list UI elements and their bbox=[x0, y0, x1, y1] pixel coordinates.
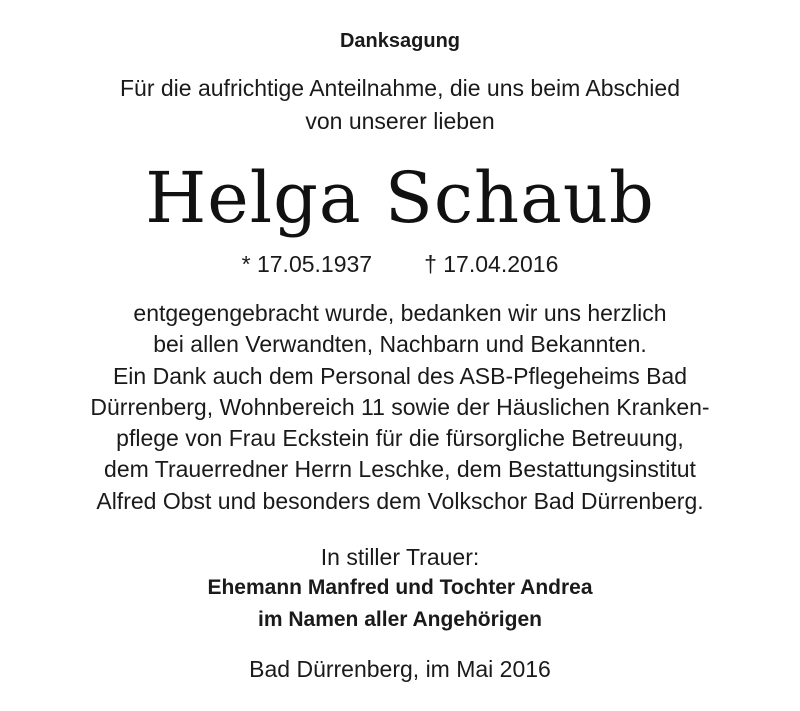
mourning-line: In stiller Trauer: bbox=[320, 544, 480, 570]
deceased-name: Helga Schaub bbox=[145, 157, 655, 239]
death-date: † 17.04.2016 bbox=[424, 251, 559, 277]
signer-line: im Namen aller Angehörigen bbox=[258, 608, 542, 631]
birth-date: * 17.05.1937 bbox=[241, 251, 373, 277]
thanks-line: entgegengebracht wurde, bedanken wir uns herzlich bbox=[133, 300, 667, 326]
signer-line: Ehemann Manfred und Tochter Andrea bbox=[207, 576, 593, 599]
thanks-line: pflege von Frau Eckstein für die fürsorgliche Betreuung, bbox=[116, 425, 684, 452]
thanks-line: Alfred Obst und besonders dem Volkschor Bad Dürrenberg. bbox=[96, 487, 704, 514]
intro-text bbox=[0, 72, 800, 138]
thanks-line: Dürrenberg, Wohnbereich 11 sowie der Häuslichen Kranken- bbox=[90, 393, 710, 420]
intro-line: von unserer lieben bbox=[305, 108, 495, 134]
thanks-line: Ein Dank auch dem Personal des ASB-Pflegeheims Bad bbox=[112, 362, 688, 389]
intro-line: Für die aufrichtige Anteilnahme, die uns beim Abschied bbox=[120, 75, 680, 101]
notice-title: Danksagung bbox=[339, 30, 461, 52]
thanks-line: dem Trauerredner Herrn Leschke, dem Bestattungsinstitut bbox=[104, 456, 696, 483]
life-dates bbox=[0, 248, 800, 280]
thanks-text bbox=[0, 298, 800, 517]
signers bbox=[0, 572, 800, 636]
place-and-date: Bad Dürrenberg, im Mai 2016 bbox=[249, 656, 551, 682]
thanks-line: bei allen Verwandten, Nachbarn und Bekannten. bbox=[153, 331, 647, 358]
